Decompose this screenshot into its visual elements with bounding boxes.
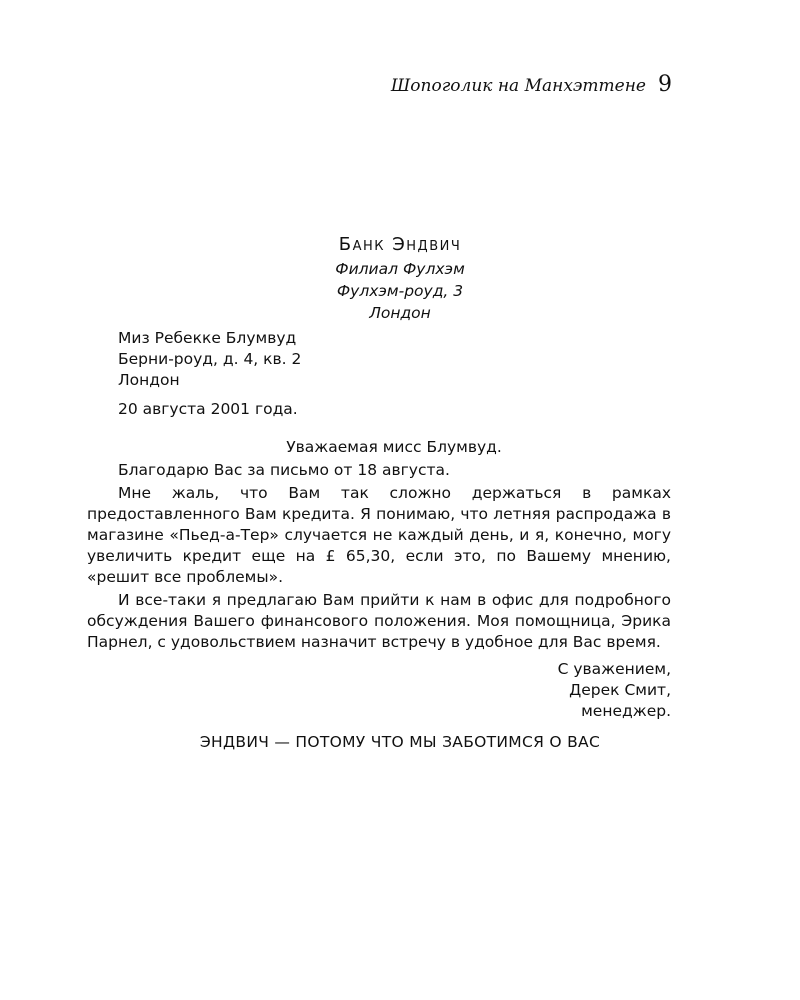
paragraph: Благодарю Вас за письмо от 18 августа. [118, 461, 450, 479]
bank-branch: Филиал Фулхэм [335, 260, 465, 278]
recipient-address [87, 328, 671, 391]
recipient-name: Миз Ребекке Блумвуд [118, 329, 297, 347]
signature-name: Дерек Смит, [569, 681, 671, 699]
signature-block [87, 659, 671, 722]
signature-title: менеджер. [581, 702, 671, 720]
bank-street: Фулхэм-роуд, 3 [336, 282, 464, 300]
page-header [391, 72, 672, 97]
bank-city: Лондон [369, 304, 431, 322]
letter-body [87, 328, 671, 722]
paragraph: И все-таки я предлагаю Вам прийти к нам в офис для подробного обсуждения Вашего финансового положения. Моя помощница, Эрика Парнел, с удовольствием назначит встречу в удобное для Вас время. [87, 591, 671, 651]
recipient-city: Лондон [118, 371, 180, 389]
salutation: Уважаемая мисс Блумвуд. [286, 438, 502, 456]
paragraph: Мне жаль, что Вам так сложно держаться в рамках предоставленного Вам кредита. Я понимаю, что летняя распродажа в магазине «Пьед-а-Тер» случается не каждый день, и я, конечно, могу увеличить кредит еще на £ 65,30, если это, по Вашему мнению, «решит все проблемы». [87, 484, 671, 586]
running-title: Шопоголик на Манхэттене [390, 76, 646, 96]
signature-closing: С уважением, [557, 660, 671, 678]
bank-letterhead [0, 234, 800, 324]
recipient-street: Берни-роуд, д. 4, кв. 2 [118, 350, 302, 368]
page-number: 9 [658, 72, 672, 97]
bank-name: Банк Эндвич [338, 234, 462, 255]
letter-date: 20 августа 2001 года. [118, 400, 298, 418]
bank-slogan: ЭНДВИЧ — ПОТОМУ ЧТО МЫ ЗАБОТИМСЯ О ВАС [199, 733, 601, 751]
